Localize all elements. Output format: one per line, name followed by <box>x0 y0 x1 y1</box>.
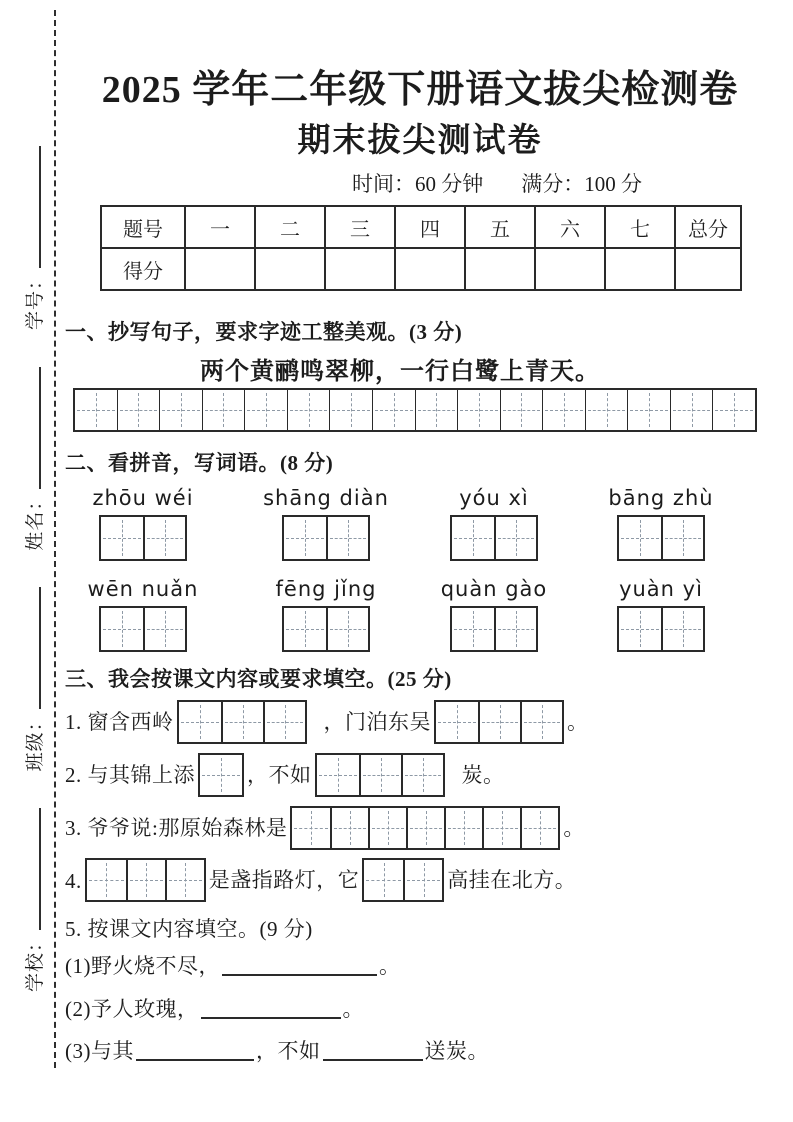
answer-box <box>315 753 445 797</box>
writing-cell <box>452 517 494 559</box>
item-text: 高挂在北方。 <box>447 868 577 892</box>
fill-subitem-1 <box>65 950 401 988</box>
fill-item-2 <box>65 753 505 797</box>
header-cell: 题号 <box>101 206 185 248</box>
answer-box <box>290 806 560 850</box>
writing-cell <box>244 390 287 430</box>
writing-cell <box>585 390 628 430</box>
writing-cell <box>712 390 755 430</box>
writing-cell <box>364 860 403 900</box>
item-text: 3. 爷爷说:那原始森林是 <box>65 816 288 840</box>
writing-cell <box>661 608 703 650</box>
header-cell: 六 <box>535 206 605 248</box>
pinyin-row-2 <box>0 577 793 665</box>
writing-cell <box>500 390 543 430</box>
header-cell: 二 <box>255 206 325 248</box>
paper-subtitle: 期末拔尖测试卷 <box>297 123 543 159</box>
item-text: 。 <box>379 954 401 978</box>
writing-cell <box>478 702 520 742</box>
score-cell <box>535 248 605 290</box>
school-field <box>20 808 47 992</box>
score-cell <box>185 248 255 290</box>
writing-cell <box>494 517 536 559</box>
writing-cell <box>457 390 500 430</box>
pinyin-item <box>55 486 231 561</box>
paper-title: 2025 学年二年级下册语文拔尖检测卷 <box>101 69 739 111</box>
header-cell: 七 <box>605 206 675 248</box>
writing-cell <box>126 860 165 900</box>
writing-cell <box>452 608 494 650</box>
pinyin-text: zhōu wéi <box>92 486 194 510</box>
writing-cell <box>359 755 401 795</box>
time-score-info <box>352 168 642 198</box>
writing-cell <box>317 755 359 795</box>
writing-cell <box>159 390 202 430</box>
header-cell: 三 <box>325 206 395 248</box>
item-text: 。 <box>342 997 364 1021</box>
section2-heading: 二、看拼音，写词语。(8 分) <box>65 451 334 475</box>
writing-cell <box>406 808 444 848</box>
writing-cell <box>619 517 661 559</box>
writing-cell <box>415 390 458 430</box>
writing-cell <box>117 390 160 430</box>
answer-box <box>617 606 705 652</box>
writing-cell <box>403 860 442 900</box>
writing-cell <box>165 860 204 900</box>
score-table-header-row <box>101 206 741 248</box>
fill-item-4 <box>65 858 576 902</box>
answer-box <box>282 606 370 652</box>
blank-wrap <box>199 998 343 1031</box>
copy-writing-grid <box>73 388 757 432</box>
writing-cell <box>200 755 242 795</box>
full-score-label: 满分：100 分 <box>521 172 642 196</box>
item-text: 2. 与其锦上添 <box>65 763 195 787</box>
writing-cell <box>143 608 185 650</box>
writing-cell <box>284 608 326 650</box>
pinyin-text: quàn gào <box>440 577 548 601</box>
class-label: 班级： <box>24 711 46 772</box>
writing-cell <box>627 390 670 430</box>
pinyin-item <box>573 577 749 652</box>
blank-wrap <box>134 1040 256 1073</box>
answer-box <box>617 515 705 561</box>
writing-cell <box>494 608 536 650</box>
item-text: 。 <box>563 816 585 840</box>
answer-box <box>99 606 187 652</box>
writing-cell <box>368 808 406 848</box>
fill-item-3 <box>65 806 585 850</box>
item-text: (1)野火烧不尽， <box>65 954 220 978</box>
score-cell <box>325 248 395 290</box>
writing-cell <box>326 517 368 559</box>
writing-cell <box>179 702 221 742</box>
writing-cell <box>401 755 443 795</box>
answer-box <box>450 515 538 561</box>
pinyin-text: wēn nuǎn <box>87 577 199 601</box>
item-text: ，不如 <box>256 1039 321 1063</box>
pinyin-item <box>406 486 582 561</box>
pinyin-item <box>573 486 749 561</box>
writing-cell <box>143 517 185 559</box>
fill-subitem-3 <box>65 1035 489 1073</box>
writing-cell <box>520 808 558 848</box>
fill-subitem-2 <box>65 993 364 1031</box>
writing-cell <box>87 860 126 900</box>
blank-line <box>323 1045 423 1061</box>
score-row-label: 得分 <box>101 248 185 290</box>
pinyin-item <box>406 577 582 652</box>
writing-cell <box>542 390 585 430</box>
blank-line <box>222 960 377 976</box>
student-id-blank-line <box>27 146 41 268</box>
score-cell <box>255 248 325 290</box>
answer-box <box>434 700 564 744</box>
student-id-label: 学号： <box>24 270 46 331</box>
item-text: (2)予人玫瑰， <box>65 997 199 1021</box>
writing-cell <box>284 517 326 559</box>
header-cell: 四 <box>395 206 465 248</box>
pinyin-item <box>238 486 414 561</box>
school-blank-line <box>27 808 41 930</box>
item-text: 4. <box>65 869 82 893</box>
item-text: 1. 窗含西岭 <box>65 710 174 734</box>
name-label: 姓名： <box>24 490 46 551</box>
item-text: (3)与其 <box>65 1039 134 1063</box>
section1-heading: 一、抄写句子，要求字迹工整美观。(3 分) <box>65 320 463 344</box>
writing-cell <box>329 390 372 430</box>
blank-line <box>201 1003 341 1019</box>
fill-item-1 <box>65 700 589 744</box>
writing-cell <box>372 390 415 430</box>
answer-box <box>85 858 206 902</box>
writing-cell <box>444 808 482 848</box>
writing-cell <box>520 702 562 742</box>
score-table-score-row <box>101 248 741 290</box>
pinyin-text: yóu xì <box>459 486 529 510</box>
writing-cell <box>670 390 713 430</box>
pinyin-item <box>238 577 414 652</box>
writing-cell <box>287 390 330 430</box>
score-cell <box>395 248 465 290</box>
writing-cell <box>436 702 478 742</box>
answer-box <box>177 700 307 744</box>
pinyin-text: shāng diàn <box>263 486 389 510</box>
item-text: 炭。 <box>461 763 505 787</box>
school-label: 学校： <box>24 931 46 992</box>
item-text: 。 <box>567 710 589 734</box>
copy-sentence: 两个黄鹂鸣翠柳，一行白鹭上青天。 <box>200 359 600 385</box>
header-cell: 五 <box>465 206 535 248</box>
writing-cell <box>101 517 143 559</box>
writing-cell <box>292 808 330 848</box>
answer-box <box>450 606 538 652</box>
writing-cell <box>101 608 143 650</box>
name-blank-line <box>27 367 41 489</box>
answer-box <box>282 515 370 561</box>
score-cell <box>675 248 741 290</box>
writing-cell <box>263 702 305 742</box>
item-text: ，门泊东吴 <box>323 710 431 734</box>
answer-box <box>99 515 187 561</box>
score-cell <box>465 248 535 290</box>
pinyin-text: yuàn yì <box>619 577 703 601</box>
writing-cell <box>75 390 117 430</box>
item-text: ，不如 <box>247 763 312 787</box>
writing-cell <box>330 808 368 848</box>
item-text: 是盏指路灯，它 <box>208 868 360 892</box>
answer-box <box>198 753 244 797</box>
item-text: 送炭。 <box>424 1039 489 1063</box>
time-label: 时间：60 分钟 <box>352 172 484 196</box>
writing-cell <box>619 608 661 650</box>
score-cell <box>605 248 675 290</box>
score-table <box>100 205 742 291</box>
pinyin-text: fēng jǐng <box>275 577 377 601</box>
blank-wrap <box>220 955 379 988</box>
blank-line <box>136 1045 254 1061</box>
pinyin-item <box>55 577 231 652</box>
item-text: 5. 按课文内容填空。(9 分) <box>65 917 313 941</box>
writing-cell <box>661 517 703 559</box>
writing-cell <box>202 390 245 430</box>
section3-heading: 三、我会按课文内容或要求填空。(25 分) <box>65 667 452 691</box>
writing-cell <box>221 702 263 742</box>
student-id-field <box>20 146 47 330</box>
writing-cell <box>326 608 368 650</box>
header-cell: 总分 <box>675 206 741 248</box>
fill-item-5 <box>65 913 313 951</box>
pinyin-row-1 <box>0 486 793 574</box>
writing-cell <box>482 808 520 848</box>
header-cell: 一 <box>185 206 255 248</box>
answer-box <box>362 858 444 902</box>
blank-wrap <box>321 1040 425 1073</box>
pinyin-text: bāng zhù <box>608 486 714 510</box>
